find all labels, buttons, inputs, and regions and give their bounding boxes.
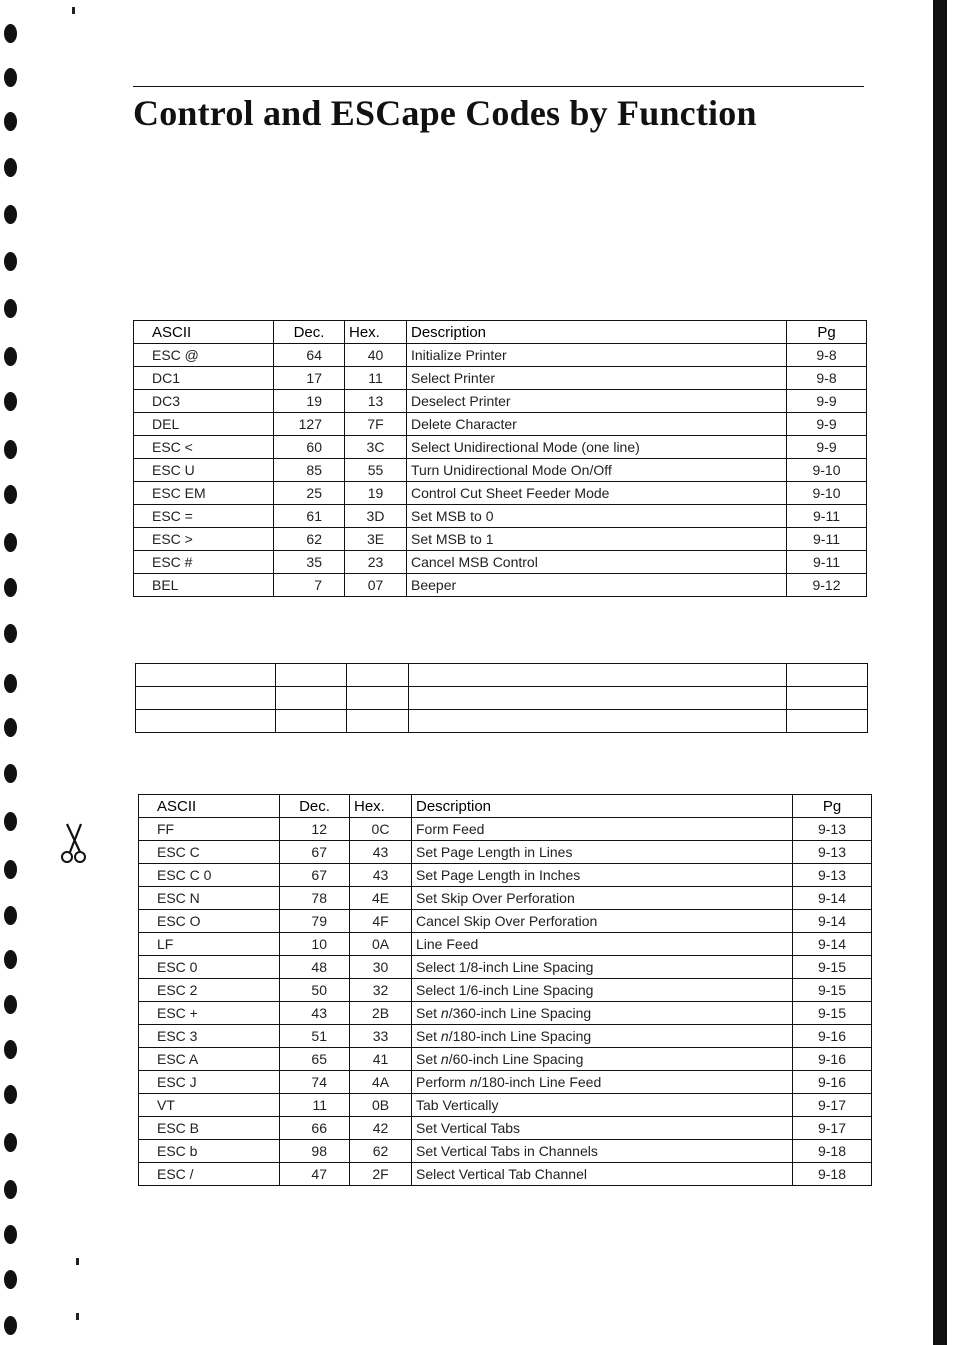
page-cell: 9-13 <box>793 864 872 887</box>
page-cell: 9-8 <box>787 367 867 390</box>
hex-cell: 33 <box>350 1025 412 1048</box>
dec-cell <box>276 710 347 733</box>
description-cell: Set Vertical Tabs in Channels <box>412 1140 793 1163</box>
ascii-cell: ESC = <box>134 505 274 528</box>
table-row <box>136 664 868 687</box>
description-cell <box>409 710 787 733</box>
binder-hole-icon <box>4 299 17 318</box>
binder-hole-icon <box>4 252 17 271</box>
binder-hole-icon <box>4 205 17 224</box>
page-cell: 9-16 <box>793 1025 872 1048</box>
binder-hole-icon <box>4 533 17 552</box>
dec-cell: 25 <box>274 482 345 505</box>
hex-cell: 2F <box>350 1163 412 1186</box>
ascii-cell: ESC C 0 <box>139 864 280 887</box>
dec-cell: 19 <box>274 390 345 413</box>
column-header: Pg <box>793 795 872 818</box>
binder-hole-icon <box>4 1180 17 1199</box>
description-cell: Select 1/6-inch Line Spacing <box>412 979 793 1002</box>
hex-cell: 7F <box>345 413 407 436</box>
table-header-row <box>134 321 867 344</box>
ascii-cell: DC3 <box>134 390 274 413</box>
table-row <box>139 1094 872 1117</box>
ascii-cell: VT <box>139 1094 280 1117</box>
binder-hole-icon <box>4 1316 17 1335</box>
ascii-cell: ESC O <box>139 910 280 933</box>
page-cell: 9-15 <box>793 956 872 979</box>
column-header: Hex. <box>350 795 412 818</box>
hex-cell: 43 <box>350 841 412 864</box>
hex-cell: 32 <box>350 979 412 1002</box>
table-row <box>139 1163 872 1186</box>
hex-cell: 55 <box>345 459 407 482</box>
hex-cell: 3C <box>345 436 407 459</box>
ascii-cell <box>136 687 276 710</box>
hex-cell: 4F <box>350 910 412 933</box>
page-cell: 9-11 <box>787 528 867 551</box>
description-cell: Delete Character <box>407 413 787 436</box>
dec-cell: 43 <box>280 1002 350 1025</box>
table-row <box>139 1002 872 1025</box>
page-cell: 9-9 <box>787 436 867 459</box>
table-row <box>134 459 867 482</box>
description-cell: Set MSB to 0 <box>407 505 787 528</box>
description-cell: Tab Vertically <box>412 1094 793 1117</box>
dec-cell: 60 <box>274 436 345 459</box>
table-header-row <box>139 795 872 818</box>
ascii-cell: ESC # <box>134 551 274 574</box>
page-cell: 9-13 <box>793 818 872 841</box>
binder-hole-icon <box>4 950 17 969</box>
dec-cell: 67 <box>280 841 350 864</box>
binder-hole-icon <box>4 1133 17 1152</box>
ascii-cell <box>136 710 276 733</box>
page-cell: 9-11 <box>787 505 867 528</box>
ascii-cell: ESC / <box>139 1163 280 1186</box>
ascii-cell: ESC 3 <box>139 1025 280 1048</box>
hex-cell: 0A <box>350 933 412 956</box>
dec-cell: 127 <box>274 413 345 436</box>
binder-hole-icon <box>4 392 17 411</box>
dec-cell <box>276 687 347 710</box>
binder-hole-icon <box>4 860 17 879</box>
column-header: Pg <box>787 321 867 344</box>
ascii-cell <box>136 664 276 687</box>
ascii-cell: ESC N <box>139 887 280 910</box>
binder-hole-icon <box>4 624 17 643</box>
hex-cell <box>347 687 409 710</box>
page-cell: 9-10 <box>787 459 867 482</box>
table-row <box>139 841 872 864</box>
ascii-cell: ESC @ <box>134 344 274 367</box>
table-row <box>139 1140 872 1163</box>
dec-cell: 35 <box>274 551 345 574</box>
binder-hole-icon <box>4 995 17 1014</box>
description-cell: Beeper <box>407 574 787 597</box>
page-cell <box>787 664 868 687</box>
description-cell: Initialize Printer <box>407 344 787 367</box>
ascii-cell: ESC A <box>139 1048 280 1071</box>
ascii-cell: ESC 0 <box>139 956 280 979</box>
page-cell: 9-14 <box>793 910 872 933</box>
binder-hole-icon <box>4 347 17 366</box>
description-cell <box>409 664 787 687</box>
hex-cell: 07 <box>345 574 407 597</box>
hex-cell <box>347 664 409 687</box>
hex-cell: 4E <box>350 887 412 910</box>
table-row <box>134 505 867 528</box>
table-row <box>134 367 867 390</box>
hex-cell: 30 <box>350 956 412 979</box>
page-cell: 9-8 <box>787 344 867 367</box>
hex-cell: 42 <box>350 1117 412 1140</box>
description-cell: Select Vertical Tab Channel <box>412 1163 793 1186</box>
page-cell: 9-15 <box>793 1002 872 1025</box>
description-cell: Cancel Skip Over Perforation <box>412 910 793 933</box>
table-row <box>139 1025 872 1048</box>
table-row <box>139 910 872 933</box>
column-header: Dec. <box>280 795 350 818</box>
column-header: ASCII <box>134 321 274 344</box>
page-cell <box>787 687 868 710</box>
page-cell: 9-17 <box>793 1117 872 1140</box>
dec-cell: 61 <box>274 505 345 528</box>
binder-hole-icon <box>4 764 17 783</box>
description-cell: Turn Unidirectional Mode On/Off <box>407 459 787 482</box>
description-cell: Set Page Length in Lines <box>412 841 793 864</box>
codes-table-vertical-motion <box>138 794 872 1186</box>
hex-cell: 13 <box>345 390 407 413</box>
table-row <box>134 344 867 367</box>
codes-table-printer-operation <box>133 320 867 597</box>
table-row <box>139 933 872 956</box>
dec-cell: 7 <box>274 574 345 597</box>
description-cell: Set Skip Over Perforation <box>412 887 793 910</box>
dec-cell: 65 <box>280 1048 350 1071</box>
table-row <box>139 864 872 887</box>
binder-hole-icon <box>4 1040 17 1059</box>
description-cell: Set n/360-inch Line Spacing <box>412 1002 793 1025</box>
description-cell: Form Feed <box>412 818 793 841</box>
dec-cell: 74 <box>280 1071 350 1094</box>
binder-hole-icon <box>4 112 17 131</box>
ascii-cell: ESC < <box>134 436 274 459</box>
table-row <box>134 551 867 574</box>
description-cell: Select Unidirectional Mode (one line) <box>407 436 787 459</box>
description-cell: Set Vertical Tabs <box>412 1117 793 1140</box>
page-cell: 9-18 <box>793 1140 872 1163</box>
ascii-cell: DC1 <box>134 367 274 390</box>
page-cell: 9-9 <box>787 390 867 413</box>
description-cell: Line Feed <box>412 933 793 956</box>
ascii-cell: LF <box>139 933 280 956</box>
page-cell: 9-16 <box>793 1071 872 1094</box>
hex-cell: 11 <box>345 367 407 390</box>
column-header: Description <box>412 795 793 818</box>
page-cell: 9-10 <box>787 482 867 505</box>
description-cell: Cancel MSB Control <box>407 551 787 574</box>
codes-table-blank <box>135 663 868 733</box>
binder-hole-icon <box>4 485 17 504</box>
table-row <box>139 979 872 1002</box>
ascii-cell: ESC U <box>134 459 274 482</box>
binder-hole-icon <box>4 812 17 831</box>
margin-mark <box>76 1258 79 1265</box>
scissors-icon <box>58 822 90 866</box>
page-cell: 9-11 <box>787 551 867 574</box>
description-cell <box>409 687 787 710</box>
binder-hole-icon <box>4 68 17 87</box>
hex-cell: 41 <box>350 1048 412 1071</box>
description-cell: Set MSB to 1 <box>407 528 787 551</box>
table-row <box>139 1048 872 1071</box>
ascii-cell: ESC J <box>139 1071 280 1094</box>
binder-hole-icon <box>4 906 17 925</box>
page-cell: 9-18 <box>793 1163 872 1186</box>
dec-cell: 50 <box>280 979 350 1002</box>
margin-mark <box>72 7 75 14</box>
description-cell: Set Page Length in Inches <box>412 864 793 887</box>
description-cell: Perform n/180-inch Line Feed <box>412 1071 793 1094</box>
binder-hole-icon <box>4 24 17 43</box>
ascii-cell: ESC b <box>139 1140 280 1163</box>
page-cell <box>787 710 868 733</box>
page-cell: 9-16 <box>793 1048 872 1071</box>
hex-cell: 3E <box>345 528 407 551</box>
binder-hole-icon <box>4 440 17 459</box>
dec-cell: 66 <box>280 1117 350 1140</box>
column-header: ASCII <box>139 795 280 818</box>
ascii-cell: FF <box>139 818 280 841</box>
title-rule <box>133 86 864 87</box>
hex-cell: 62 <box>350 1140 412 1163</box>
column-header: Dec. <box>274 321 345 344</box>
dec-cell: 12 <box>280 818 350 841</box>
page-edge-bar <box>933 0 947 1345</box>
table-row <box>134 528 867 551</box>
page-cell: 9-9 <box>787 413 867 436</box>
hex-cell: 0B <box>350 1094 412 1117</box>
description-cell: Set n/180-inch Line Spacing <box>412 1025 793 1048</box>
table-row <box>134 413 867 436</box>
table-row <box>139 1117 872 1140</box>
dec-cell: 47 <box>280 1163 350 1186</box>
table-row <box>139 887 872 910</box>
binder-hole-icon <box>4 674 17 693</box>
hex-cell <box>347 710 409 733</box>
ascii-cell: BEL <box>134 574 274 597</box>
binder-hole-icon <box>4 1270 17 1289</box>
table-row <box>134 436 867 459</box>
dec-cell: 11 <box>280 1094 350 1117</box>
description-cell: Control Cut Sheet Feeder Mode <box>407 482 787 505</box>
binder-hole-icon <box>4 158 17 177</box>
column-header: Hex. <box>345 321 407 344</box>
dec-cell <box>276 664 347 687</box>
binder-hole-icon <box>4 1085 17 1104</box>
table-row <box>134 482 867 505</box>
page-cell: 9-17 <box>793 1094 872 1117</box>
table-row <box>134 390 867 413</box>
dec-cell: 51 <box>280 1025 350 1048</box>
hex-cell: 4A <box>350 1071 412 1094</box>
dec-cell: 64 <box>274 344 345 367</box>
binder-hole-icon <box>4 578 17 597</box>
page-cell: 9-12 <box>787 574 867 597</box>
ascii-cell: ESC > <box>134 528 274 551</box>
dec-cell: 98 <box>280 1140 350 1163</box>
dec-cell: 48 <box>280 956 350 979</box>
dec-cell: 67 <box>280 864 350 887</box>
description-cell: Select 1/8-inch Line Spacing <box>412 956 793 979</box>
hex-cell: 40 <box>345 344 407 367</box>
description-cell: Select Printer <box>407 367 787 390</box>
dec-cell: 62 <box>274 528 345 551</box>
dec-cell: 17 <box>274 367 345 390</box>
hex-cell: 19 <box>345 482 407 505</box>
margin-mark <box>76 1313 79 1320</box>
dec-cell: 10 <box>280 933 350 956</box>
ascii-cell: ESC + <box>139 1002 280 1025</box>
page-cell: 9-13 <box>793 841 872 864</box>
hex-cell: 2B <box>350 1002 412 1025</box>
dec-cell: 85 <box>274 459 345 482</box>
page-cell: 9-14 <box>793 933 872 956</box>
page-title: Control and ESCape Codes by Function <box>133 93 757 133</box>
ascii-cell: DEL <box>134 413 274 436</box>
ascii-cell: ESC EM <box>134 482 274 505</box>
ascii-cell: ESC B <box>139 1117 280 1140</box>
binder-hole-icon <box>4 718 17 737</box>
column-header: Description <box>407 321 787 344</box>
hex-cell: 43 <box>350 864 412 887</box>
hex-cell: 0C <box>350 818 412 841</box>
dec-cell: 78 <box>280 887 350 910</box>
hex-cell: 23 <box>345 551 407 574</box>
table-row <box>136 710 868 733</box>
description-cell: Set n/60-inch Line Spacing <box>412 1048 793 1071</box>
hex-cell: 3D <box>345 505 407 528</box>
table-row <box>139 956 872 979</box>
ascii-cell: ESC 2 <box>139 979 280 1002</box>
table-row <box>136 687 868 710</box>
description-cell: Deselect Printer <box>407 390 787 413</box>
page-cell: 9-15 <box>793 979 872 1002</box>
table-row <box>139 1071 872 1094</box>
dec-cell: 79 <box>280 910 350 933</box>
binder-hole-icon <box>4 1225 17 1244</box>
table-row <box>139 818 872 841</box>
ascii-cell: ESC C <box>139 841 280 864</box>
page-cell: 9-14 <box>793 887 872 910</box>
table-row <box>134 574 867 597</box>
